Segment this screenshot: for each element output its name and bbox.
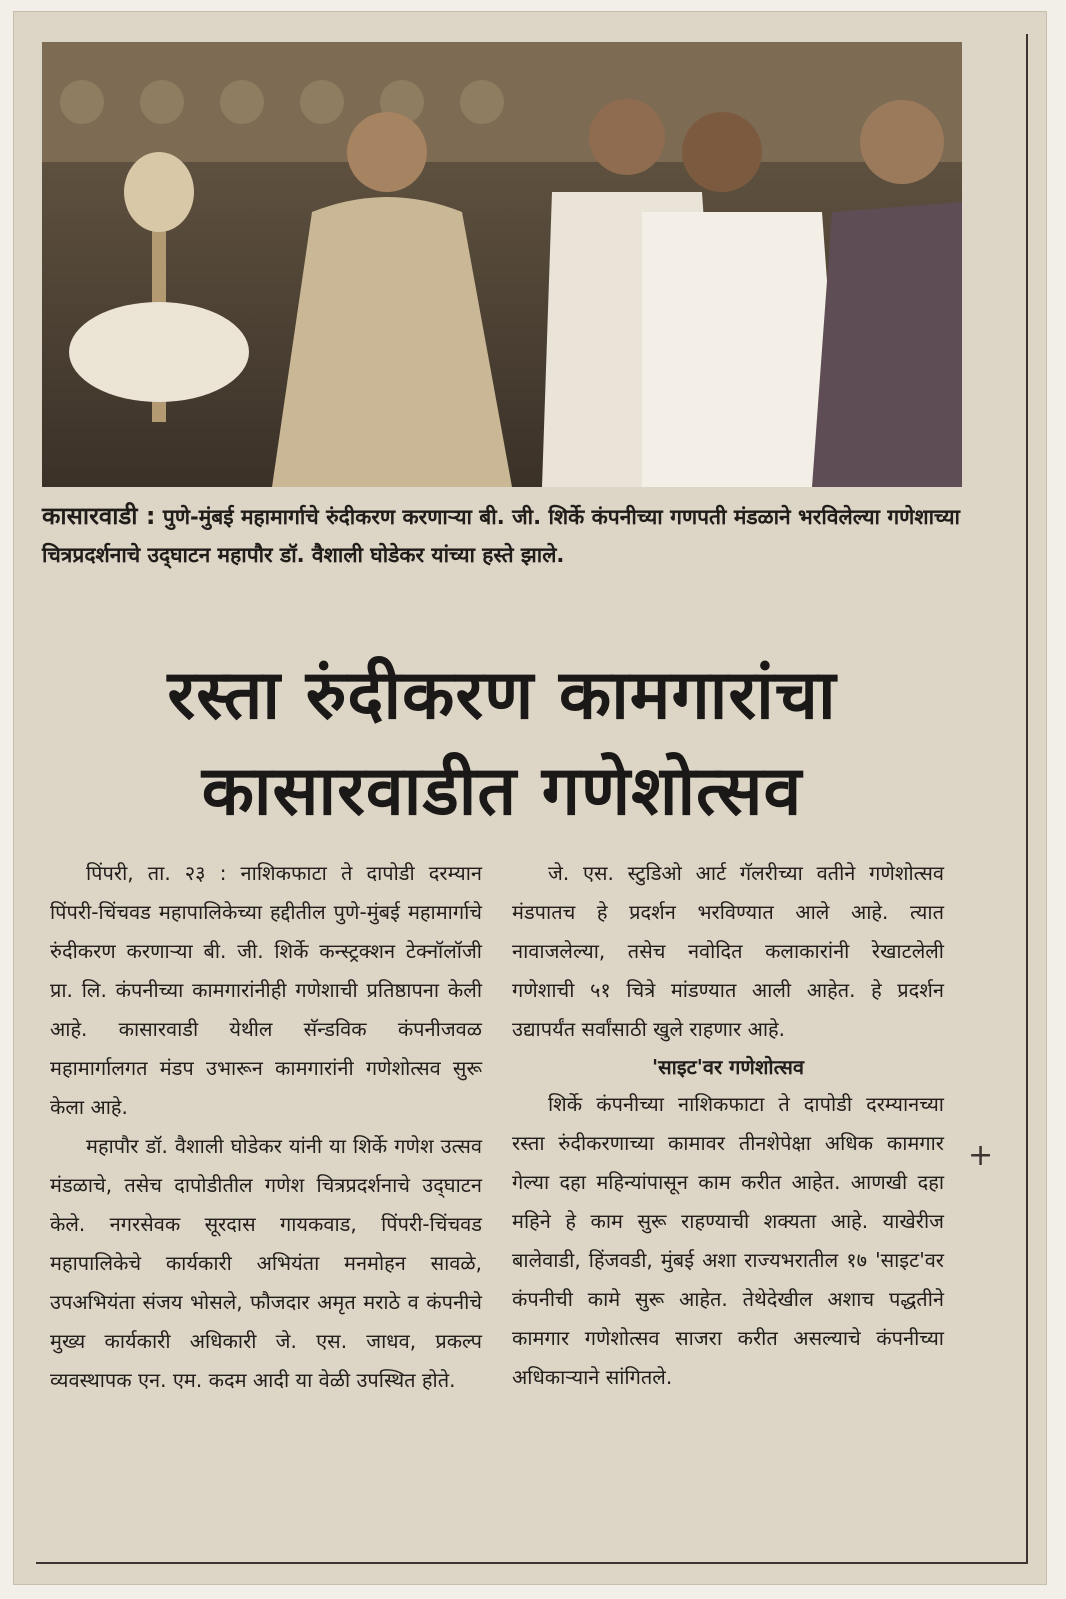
caption-text: पुणे-मुंबई महामार्गाचे रुंदीकरण करणाऱ्या बी. जी. शिर्के कंपनीच्या गणपती मंडळाने भरविलेल्या गणेशाच्या चित्रप्रदर्शनाचे उद्‌घाटन महापौर डॉ. वैशाली घोडेकर यांच्या हस्ते झाले.: [42, 505, 960, 567]
headline-line-2: कासारवाडीत गणेशोत्सव: [201, 752, 803, 831]
news-photo: [42, 42, 962, 487]
article-paragraph: जे. एस. स्टुडिओ आर्ट गॅलरीच्या वतीने गणेशोत्सव मंडपातच हे प्रदर्शन भरविण्यात आले आहे. त्यात नावाजलेल्या, तसेच नवोदित कलाकारांनी रेखाटलेली गणेशाची ५१ चित्रे मांडण्यात आली आहेत. हे प्रदर्शन उद्यापर्यंत सर्वांसाठी खुले राहणार आहे.: [512, 861, 944, 1041]
article-paragraph: शिर्के कंपनीच्या नाशिकफाटा ते दापोडी दरम्यानच्या रस्ता रुंदीकरणाच्या कामावर तीनशेपेक्षा अधिक कामगार गेल्या दहा महिन्यांपासून काम करीत आहेत. आणखी दहा महिने हे काम सुरू राहण्याची शक्यता आहे. याखेरीज बालेवाडी, हिंजवडी, मुंबई अशा राज्यभरातील १७ 'साइट'वर कंपनीची कामे सुरू आहेत. तेथेदेखील अशाच पद्धतीने कामगार गणेशोत्सव साजरा करीत असल्याचे कंपनीच्या अधिकाऱ्याने सांगितले.: [512, 1092, 944, 1389]
photo-caption: [42, 497, 960, 574]
article-column-right: [512, 854, 944, 1397]
article-paragraph: महापौर डॉ. वैशाली घोडेकर यांनी या शिर्के गणेश उत्सव मंडळाचे, तसेच दापोडीतील गणेश चित्रप्रदर्शनाचे उद्‌घाटन केले. नगरसेवक सूरदास गायकवाड, पिंपरी-चिंचवड महापालिकेचे कार्यकारी अभियंता मनमोहन सावळे, उपअभियंता संजय भोसले, फौजदार अमृत मराठे व कंपनीचे मुख्य कार्यकारी अधिकारी जे. एस. जाधव, प्रकल्प व्यवस्थापक एन. एम. कदम आदी या वेळी उपस्थित होते.: [50, 1134, 482, 1392]
article-column-left: [50, 854, 482, 1400]
headline: [42, 648, 962, 840]
article-subhead: 'साइट'वर गणेशोत्सव: [652, 1055, 804, 1079]
caption-place: कासारवाडी :: [42, 502, 156, 530]
headline-line-1: रस्ता रुंदीकरण कामगारांचा: [167, 656, 837, 735]
article-paragraph: पिंपरी, ता. २३ : नाशिकफाटा ते दापोडी दरम्यान पिंपरी-चिंचवड महापालिकेच्या हद्दीतील पुणे-मुंबई महामार्गाचे रुंदीकरण करणाऱ्या बी. जी. शिर्के कन्स्ट्रक्शन टेक्नॉलॉजी प्रा. लि. कंपनीच्या कामगारांनीही गणेशाची प्रतिष्ठापना केली आहे. कासारवाडी येथील सॅन्डविक कंपनीजवळ महामार्गालगत मंडप उभारून कामगारांनी गणेशोत्सव सुरू केला आहे.: [50, 861, 482, 1119]
photo-icon: [42, 42, 962, 487]
fold-mark: +: [968, 1138, 994, 1173]
